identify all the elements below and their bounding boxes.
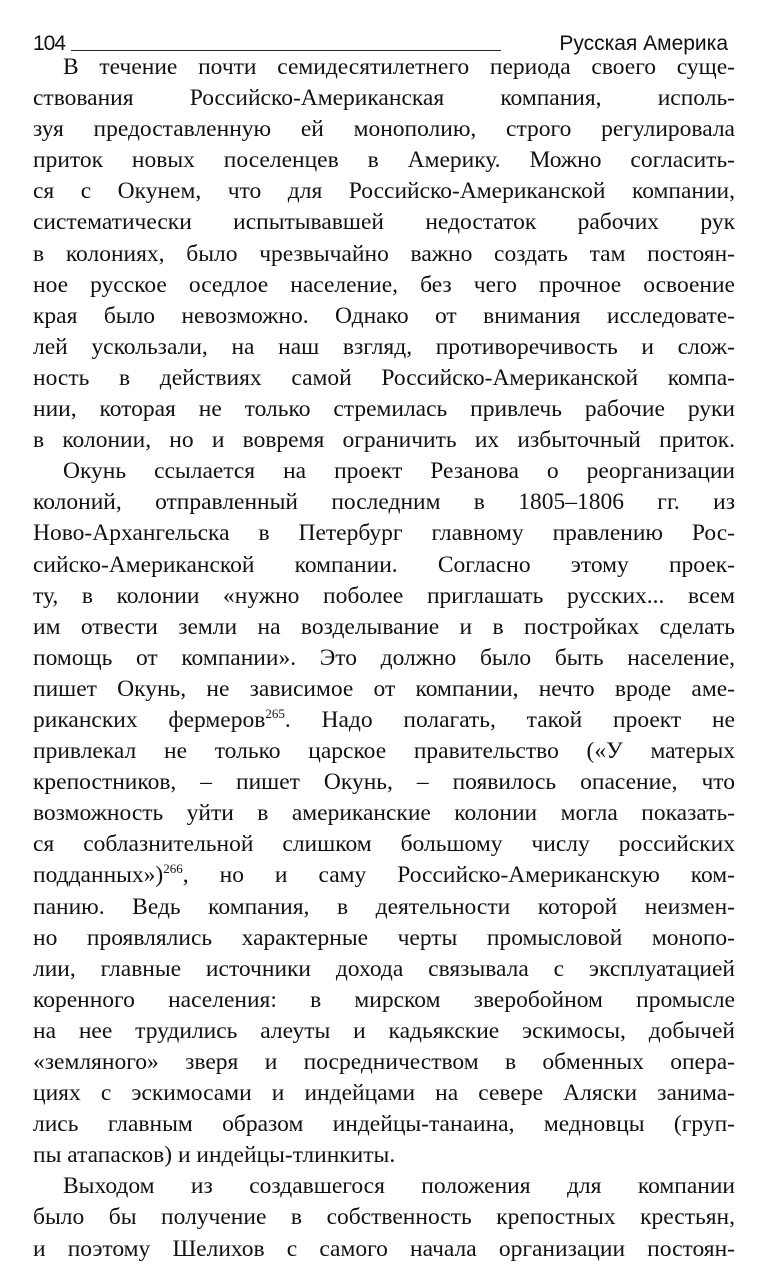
text-line: и поэтому Шелихов с самого начала организации постоян- xyxy=(33,1235,735,1262)
text-line: коренного населения: в мирском зверобойном промысле xyxy=(33,986,735,1013)
text-line: нии, которая не только стремилась привлечь рабочие руки xyxy=(33,396,735,423)
text-line: Выходом из создавшегося положения для компании xyxy=(63,1173,735,1200)
text-line: ся с Окунем, что для Российско-Американской компании, xyxy=(33,178,735,205)
text-line xyxy=(33,705,735,736)
text-line: зуя предоставленную ей монополию, строго регулировала xyxy=(33,116,735,143)
text-line: лей ускользали, на наш взгляд, противоречивость и слож- xyxy=(33,333,735,360)
text-line: панию. Ведь компания, в деятельности которой неизмен- xyxy=(33,893,735,920)
text-line: «земляного» зверя и посредничеством в обменных опера- xyxy=(33,1049,735,1075)
text-line: края было невозможно. Однако от внимания исследовате- xyxy=(33,302,735,329)
text-line: возможность уйти в американские колонии могла показать- xyxy=(33,800,735,827)
text-line: привлекал не только царское правительство («У матерых xyxy=(33,738,735,765)
text-line: Окунь ссылается на проект Резанова о реорганизации xyxy=(63,458,735,485)
footnote-ref-266[interactable]: 266 xyxy=(163,861,183,877)
text-line: лии, главные источники дохода связывала с эксплуатацией xyxy=(33,955,735,982)
text-line: ся соблазнительной слишком большому числу российских xyxy=(33,831,735,858)
text-line: помощь от компании». Это должно было быть население, xyxy=(33,644,735,671)
text-line: ту, в колонии «нужно поболее приглашать русских... всем xyxy=(33,582,735,609)
text-line: В течение почти семидесятилетнего периода своего суще- xyxy=(63,54,735,80)
text-line: сийско-Американской компании. Согласно этому проек- xyxy=(33,551,735,578)
page-number: 104 xyxy=(33,32,66,55)
text-line: ное русское оседлое население, без чего прочное освоение xyxy=(33,271,735,298)
text-line: приток новых поселенцев в Америку. Можно согласить- xyxy=(33,147,735,174)
text-line: лись главным образом индейцы-танаина, медновцы (груп- xyxy=(33,1111,735,1138)
text-segment: , но и саму Российско-Американскую ком- xyxy=(182,862,735,889)
text-line: колоний, отправленный последним в 1805–1806 гг. из xyxy=(33,489,735,516)
text-line: ность в действиях самой Российско-Американской компа- xyxy=(33,364,735,391)
text-line: пишет Окунь, не зависимое от компании, нечто вроде аме- xyxy=(33,675,735,702)
text-segment: подданных») xyxy=(33,862,164,889)
paragraph-3 xyxy=(33,1171,735,1264)
text-line: в колониях, было чрезвычайно важно создать там постоян- xyxy=(33,240,735,267)
paragraph-1 xyxy=(33,52,735,456)
text-line: в колонии, но и вовремя ограничить их избыточный приток. xyxy=(33,427,735,454)
text-line: систематически испытывавшей недостаток рабочих рук xyxy=(33,209,735,236)
text-segment: риканских фермеров xyxy=(33,706,266,733)
text-line: Ново-Архангельска в Петербург главному правлению Рос- xyxy=(33,520,735,547)
text-line: пы атапасков) и индейцы-тлинкиты. xyxy=(33,1142,396,1169)
text-line: на нее трудились алеуты и кадьякские эскимосы, добычей xyxy=(33,1017,735,1044)
body-text xyxy=(33,52,735,1265)
text-line: им отвести земли на возделывание и в постройках сделать xyxy=(33,613,735,640)
paragraph-2 xyxy=(33,456,735,1171)
text-line: было бы получение в собственность крепостных крестьян, xyxy=(33,1204,735,1231)
text-segment: . Надо полагать, такой проект не xyxy=(284,706,735,733)
footnote-ref-265[interactable]: 265 xyxy=(265,706,285,722)
text-line xyxy=(33,860,735,891)
text-line: но проявлялись характерные черты промысловой монопо- xyxy=(33,924,735,951)
header-rule xyxy=(71,50,501,51)
text-line: крепостников, – пишет Окунь, – появилось опасение, что xyxy=(33,769,735,796)
text-line: циях с эскимосами и индейцами на севере Аляски занима- xyxy=(33,1080,735,1107)
text-line: ствования Российско-Американская компания, исполь- xyxy=(33,85,735,112)
running-title: Русская Америка xyxy=(559,32,728,55)
